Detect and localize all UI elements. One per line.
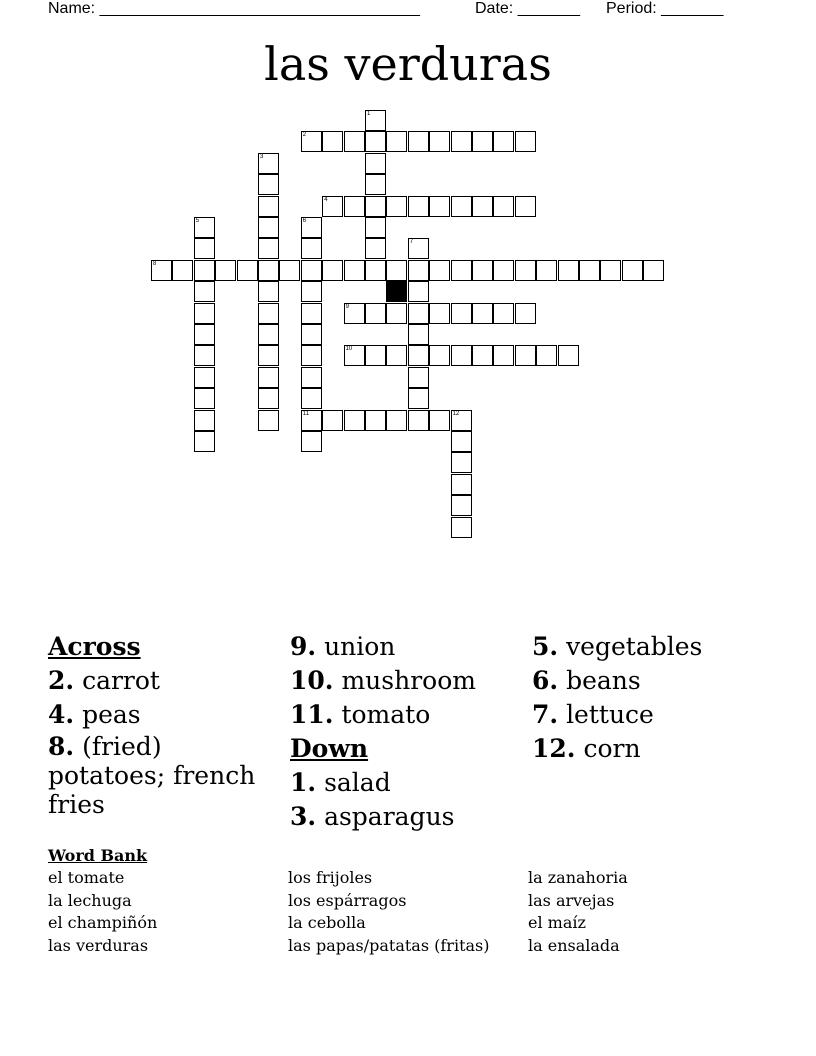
crossword-cell[interactable] [258, 153, 279, 174]
crossword-cell[interactable] [301, 131, 322, 152]
crossword-cell[interactable] [429, 260, 450, 281]
crossword-cell[interactable] [451, 260, 472, 281]
crossword-cell[interactable] [301, 431, 322, 452]
crossword-cell[interactable] [386, 260, 407, 281]
crossword-cell[interactable] [322, 260, 343, 281]
clues-column-3 [532, 630, 772, 766]
word-bank-item: la lechuga [48, 890, 132, 910]
blocked-cell [386, 281, 407, 302]
clue-number: 2 [302, 132, 307, 139]
clue-number: 1 [367, 111, 371, 117]
crossword-cell[interactable] [301, 281, 322, 302]
crossword-cell[interactable] [408, 388, 429, 409]
crossword-cell[interactable] [258, 196, 279, 217]
word-bank-title: Word Bank [48, 846, 148, 865]
crossword-cell[interactable] [365, 110, 386, 131]
crossword-cell[interactable] [472, 260, 493, 281]
word-bank-item: el champiñón [48, 913, 158, 933]
crossword-cell[interactable] [493, 260, 514, 281]
crossword-cell[interactable] [258, 217, 279, 238]
crossword-cell[interactable] [258, 367, 279, 388]
crossword-cell[interactable] [386, 410, 407, 431]
crossword-cell[interactable] [322, 196, 343, 217]
crossword-cell[interactable] [472, 131, 493, 152]
crossword-cell[interactable] [258, 410, 279, 431]
crossword-cell[interactable] [408, 367, 429, 388]
crossword-cell[interactable] [536, 345, 557, 366]
crossword-cell[interactable] [493, 131, 514, 152]
crossword-cell[interactable] [344, 260, 365, 281]
crossword-cell[interactable] [408, 345, 429, 366]
crossword-cell[interactable] [322, 131, 343, 152]
crossword-cell[interactable] [258, 174, 279, 195]
clue-number: 9 [345, 303, 349, 310]
crossword-cell[interactable] [194, 367, 215, 388]
crossword-cell[interactable] [301, 303, 322, 324]
crossword-cell[interactable] [365, 196, 386, 217]
clue-number: 7 [409, 239, 414, 246]
crossword-cell[interactable] [451, 474, 472, 495]
crossword-cell[interactable] [365, 260, 386, 281]
crossword-cell[interactable] [429, 410, 450, 431]
crossword-cell[interactable] [451, 431, 472, 452]
crossword-cell[interactable] [600, 260, 621, 281]
crossword-cell[interactable] [365, 217, 386, 238]
clue-number: 12 [452, 410, 460, 417]
clue-down-1: 1. salad [290, 768, 391, 797]
crossword-cell[interactable] [301, 217, 322, 238]
word-bank-item: los frijoles [288, 868, 373, 887]
word-bank-item: los espárragos [288, 890, 407, 910]
crossword-cell[interactable] [451, 452, 472, 473]
crossword-cell[interactable] [194, 260, 215, 281]
clue-down-12: 12. corn [532, 734, 641, 763]
crossword-cell[interactable] [408, 410, 429, 431]
crossword-cell[interactable] [194, 303, 215, 324]
crossword-cell[interactable] [451, 131, 472, 152]
word-bank-item: el tomate [48, 868, 125, 887]
crossword-cell[interactable] [344, 410, 365, 431]
word-bank-item: la ensalada [528, 936, 620, 956]
crossword-cell[interactable] [365, 303, 386, 324]
crossword-cell[interactable] [301, 388, 322, 409]
crossword-cell[interactable] [451, 517, 472, 538]
clue-down-6: 6. beans [532, 666, 641, 695]
crossword-cell[interactable] [472, 303, 493, 324]
crossword-cell[interactable] [194, 324, 215, 345]
clue-number: 10 [345, 346, 353, 353]
crossword-cell[interactable] [536, 260, 557, 281]
crossword-cell[interactable] [301, 367, 322, 388]
crossword-cell[interactable] [472, 196, 493, 217]
clue-number: 11 [302, 410, 310, 417]
crossword-cell[interactable] [515, 260, 536, 281]
crossword-cell[interactable] [386, 345, 407, 366]
period-field[interactable]: Period: _______ [606, 0, 724, 17]
clue-across-11: 11. tomato [290, 700, 431, 729]
crossword-cell[interactable] [558, 345, 579, 366]
clue-down-7: 7. lettuce [532, 700, 654, 729]
down-heading: Down [290, 734, 369, 763]
word-bank-item: la zanahoria [528, 868, 628, 887]
clue-number: 6 [302, 218, 307, 224]
crossword-cell[interactable] [451, 410, 472, 431]
crossword-cell[interactable] [258, 281, 279, 302]
crossword-cell[interactable] [365, 174, 386, 195]
word-bank-column-1 [48, 867, 288, 958]
clue-number: 8 [153, 260, 157, 267]
crossword-cell[interactable] [408, 238, 429, 259]
crossword-cell[interactable] [344, 345, 365, 366]
crossword-cell[interactable] [194, 388, 215, 409]
page-title: las verduras [264, 37, 552, 91]
crossword-cell[interactable] [344, 196, 365, 217]
word-bank-item: las arvejas [528, 890, 615, 910]
crossword-cell[interactable] [194, 281, 215, 302]
crossword-cell[interactable] [194, 217, 215, 238]
crossword-cell[interactable] [151, 260, 172, 281]
crossword-cell[interactable] [258, 238, 279, 259]
crossword-cell[interactable] [301, 410, 322, 431]
crossword-cell[interactable] [515, 196, 536, 217]
crossword-cell[interactable] [408, 281, 429, 302]
crossword-cell[interactable] [301, 345, 322, 366]
crossword-cell[interactable] [365, 410, 386, 431]
clue-number: 5 [195, 218, 200, 224]
crossword-cell[interactable] [301, 324, 322, 345]
crossword-cell[interactable] [451, 495, 472, 516]
crossword-cell[interactable] [622, 260, 643, 281]
crossword-cell[interactable] [515, 131, 536, 152]
clue-number: 4 [324, 196, 328, 203]
crossword-cell[interactable] [258, 345, 279, 366]
clue-across-8: 8. (fried) potatoes; french fries [48, 732, 256, 819]
clues-column-1 [48, 630, 288, 825]
crossword-cell[interactable] [194, 431, 215, 452]
crossword-cell[interactable] [215, 260, 236, 281]
crossword-cell[interactable] [301, 260, 322, 281]
crossword-cell[interactable] [258, 324, 279, 345]
crossword-cell[interactable] [386, 196, 407, 217]
crossword-cell[interactable] [515, 303, 536, 324]
word-bank-column-3 [528, 867, 768, 958]
clue-across-2: 2. carrot [48, 666, 160, 695]
crossword-cell[interactable] [451, 345, 472, 366]
crossword-cell[interactable] [429, 303, 450, 324]
crossword-cell[interactable] [493, 303, 514, 324]
word-bank-item: el maíz [528, 913, 586, 933]
crossword-cell[interactable] [344, 131, 365, 152]
crossword-cell[interactable] [386, 131, 407, 152]
crossword-cell[interactable] [237, 260, 258, 281]
crossword-cell[interactable] [386, 303, 407, 324]
crossword-cell[interactable] [429, 196, 450, 217]
crossword-cell[interactable] [279, 260, 300, 281]
name-field[interactable]: Name: ____________________________________ [48, 0, 420, 17]
crossword-cell[interactable] [451, 196, 472, 217]
clue-across-4: 4. peas [48, 700, 141, 729]
across-heading: Across [48, 632, 141, 661]
crossword-cell[interactable] [643, 260, 664, 281]
crossword-cell[interactable] [408, 131, 429, 152]
word-bank-item: la cebolla [288, 913, 366, 933]
crossword-cell[interactable] [194, 410, 215, 431]
crossword-cell[interactable] [258, 260, 279, 281]
crossword-cell[interactable] [322, 410, 343, 431]
clue-down-3: 3. asparagus [290, 802, 455, 831]
crossword-cell[interactable] [408, 303, 429, 324]
clue-number: 3 [260, 153, 264, 160]
crossword-cell[interactable] [172, 260, 193, 281]
crossword-cell[interactable] [194, 238, 215, 259]
clue-down-5: 5. vegetables [532, 632, 703, 661]
clues-column-2 [290, 630, 530, 834]
word-bank-item: las papas/patatas (fritas) [288, 936, 490, 956]
crossword-cell[interactable] [344, 303, 365, 324]
crossword-cell[interactable] [365, 153, 386, 174]
crossword-cell[interactable] [515, 345, 536, 366]
clue-across-9: 9. union [290, 632, 396, 661]
crossword-cell[interactable] [472, 345, 493, 366]
crossword-cell[interactable] [258, 388, 279, 409]
crossword-cell[interactable] [194, 345, 215, 366]
crossword-cell[interactable] [579, 260, 600, 281]
clue-across-10: 10. mushroom [290, 666, 476, 695]
crossword-cell[interactable] [301, 238, 322, 259]
crossword-cell[interactable] [365, 345, 386, 366]
crossword-cell[interactable] [408, 260, 429, 281]
crossword-cell[interactable] [493, 196, 514, 217]
crossword-cell[interactable] [258, 303, 279, 324]
crossword-cell[interactable] [558, 260, 579, 281]
crossword-cell[interactable] [408, 196, 429, 217]
word-bank-column-2 [288, 867, 528, 958]
crossword-cell[interactable] [429, 345, 450, 366]
word-bank-item: las verduras [48, 936, 149, 956]
crossword-cell[interactable] [365, 238, 386, 259]
crossword-cell[interactable] [451, 303, 472, 324]
date-field[interactable]: Date: _______ [475, 0, 580, 17]
crossword-cell[interactable] [408, 324, 429, 345]
crossword-cell[interactable] [365, 131, 386, 152]
crossword-cell[interactable] [493, 345, 514, 366]
crossword-cell[interactable] [429, 131, 450, 152]
